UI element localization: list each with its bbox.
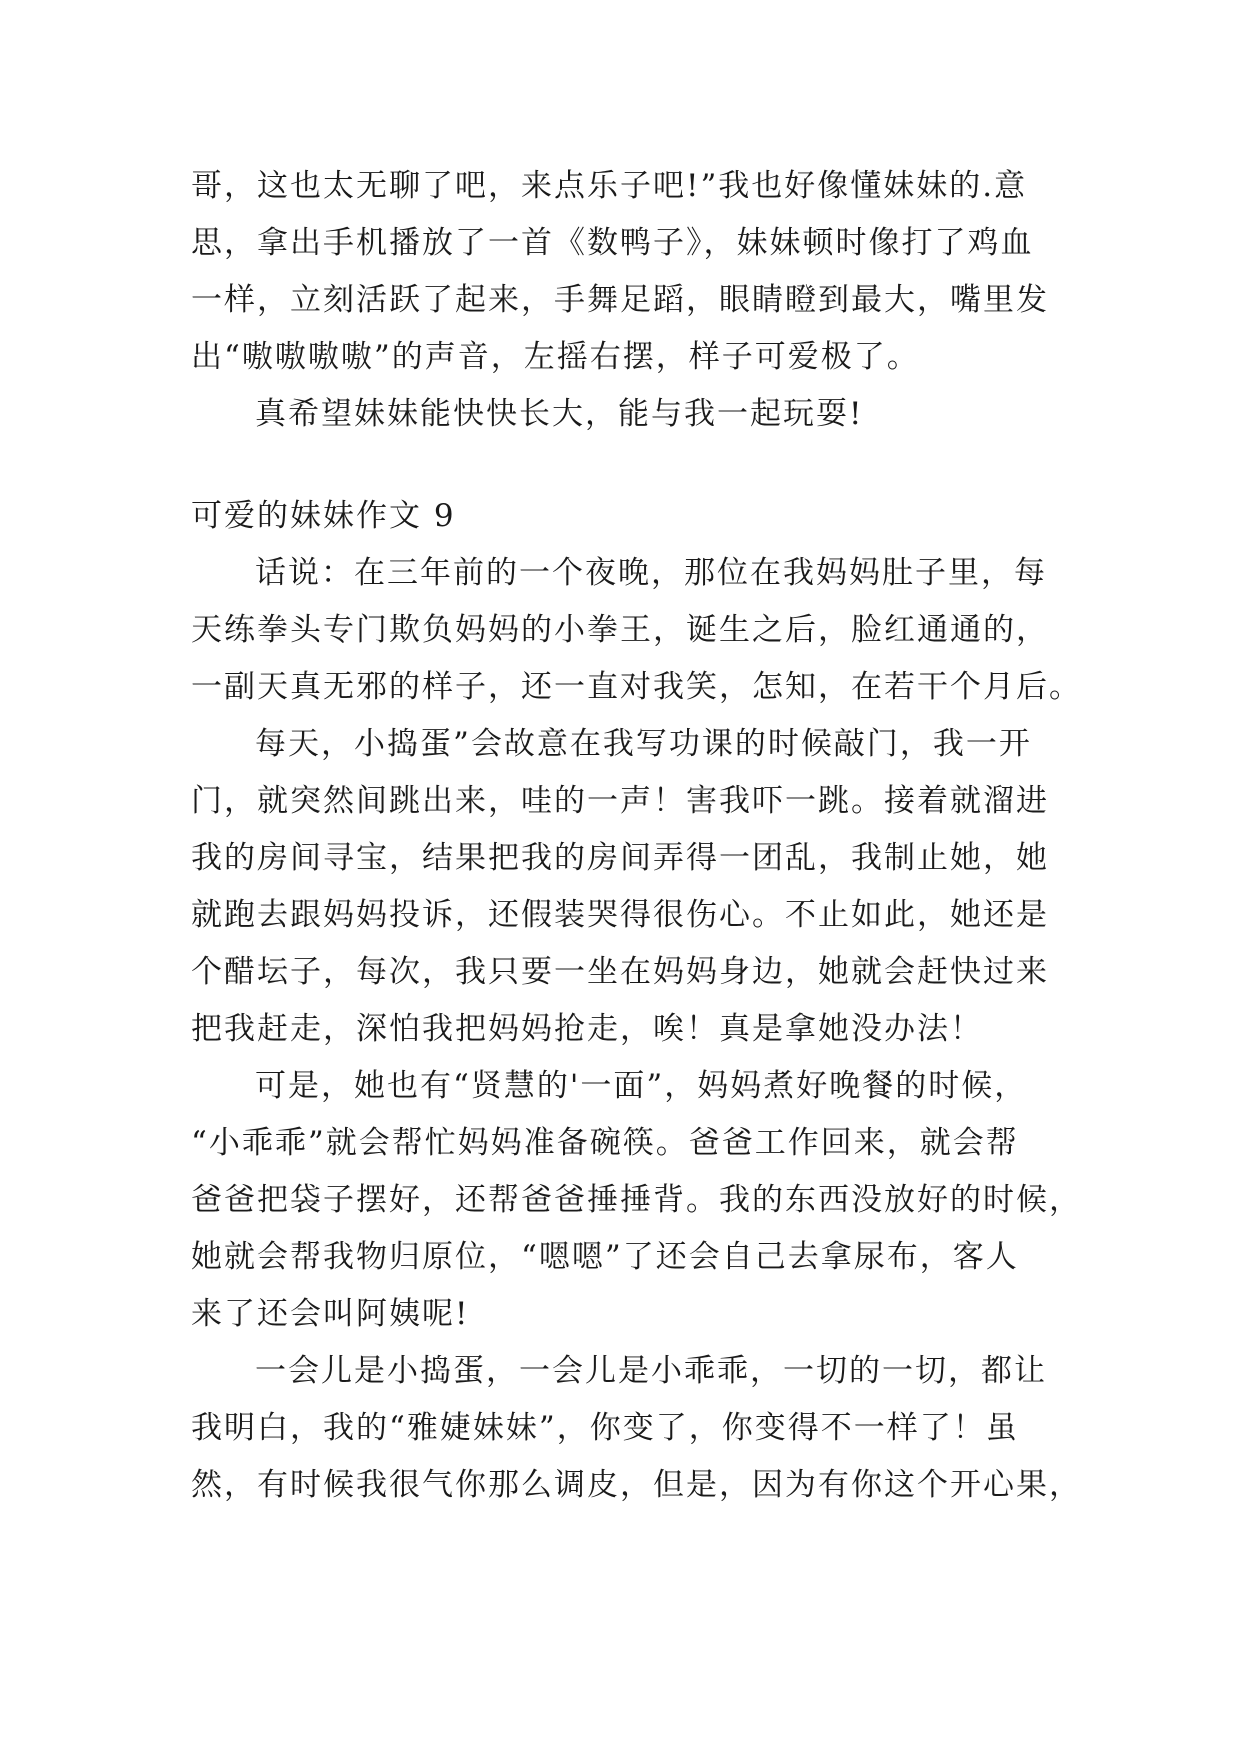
paragraph-line: 话说：在三年前的一个夜晚，那位在我妈妈肚子里，每 — [255, 555, 1047, 591]
paragraph-line: 把我赶走，深怕我把妈妈抢走，唉！真是拿她没办法！ — [191, 1011, 983, 1047]
paragraph-line: 爸爸把袋子摆好，还帮爸爸捶捶背。我的东西没放好的时候， — [191, 1182, 1082, 1218]
paragraph-line: 一会儿是小捣蛋，一会儿是小乖乖，一切的一切，都让 — [255, 1353, 1047, 1389]
paragraph-line: 每天，小捣蛋”会故意在我写功课的时候敲门，我一开 — [255, 726, 1032, 762]
paragraph-line: “小乖乖”就会帮忙妈妈准备碗筷。爸爸工作回来，就会帮 — [191, 1125, 1019, 1161]
paragraph-line: 个醋坛子，每次，我只要一坐在妈妈身边，她就会赶快过来 — [191, 954, 1049, 990]
essay-9 — [191, 488, 1082, 1514]
paragraph-line: 我明白，我的“雅婕妹妹”，你变了，你变得不一样了！虽 — [191, 1410, 1019, 1446]
paragraph-line: 门，就突然间跳出来，哇的一声！害我吓一跳。接着就溜进 — [191, 783, 1049, 819]
paragraph-line: 就跑去跟妈妈投诉，还假装哭得很伤心。不止如此，她还是 — [191, 897, 1049, 933]
section-heading: 可爱的妹妹作文 9 — [191, 498, 456, 534]
paragraph-line: 出“嗷嗷嗷嗷”的声音，左摇右摆，样子可爱极了。 — [191, 339, 920, 375]
paragraph-line: 哥，这也太无聊了吧，来点乐子吧!”我也好像懂妹妹的.意 — [191, 168, 1028, 204]
paragraph-line: 可是，她也有“贤慧的'一面”，妈妈煮好晚餐的时候， — [255, 1068, 1028, 1104]
paragraph-line: 一副天真无邪的样子，还一直对我笑，怎知，在若干个月后。 — [191, 669, 1082, 705]
essay-continuation — [191, 158, 1051, 443]
paragraph-line: 真希望妹妹能快快长大，能与我一起玩耍! — [255, 396, 864, 432]
paragraph-line: 然，有时候我很气你那么调皮，但是，因为有你这个开心果， — [191, 1467, 1082, 1503]
paragraph-line: 我的房间寻宝，结果把我的房间弄得一团乱，我制止她，她 — [191, 840, 1049, 876]
paragraph-line: 来了还会叫阿姨呢! — [191, 1296, 470, 1332]
paragraph-line: 一样，立刻活跃了起来，手舞足蹈，眼睛瞪到最大，嘴里发 — [191, 282, 1049, 318]
paragraph-line: 天练拳头专门欺负妈妈的小拳王，诞生之后，脸红通通的， — [191, 612, 1049, 648]
paragraph-line: 她就会帮我物归原位，“嗯嗯”了还会自己去拿尿布，客人 — [191, 1239, 1019, 1275]
paragraph-line: 思，拿出手机播放了一首《数鸭子》，妹妹顿时像打了鸡血 — [191, 225, 1034, 261]
